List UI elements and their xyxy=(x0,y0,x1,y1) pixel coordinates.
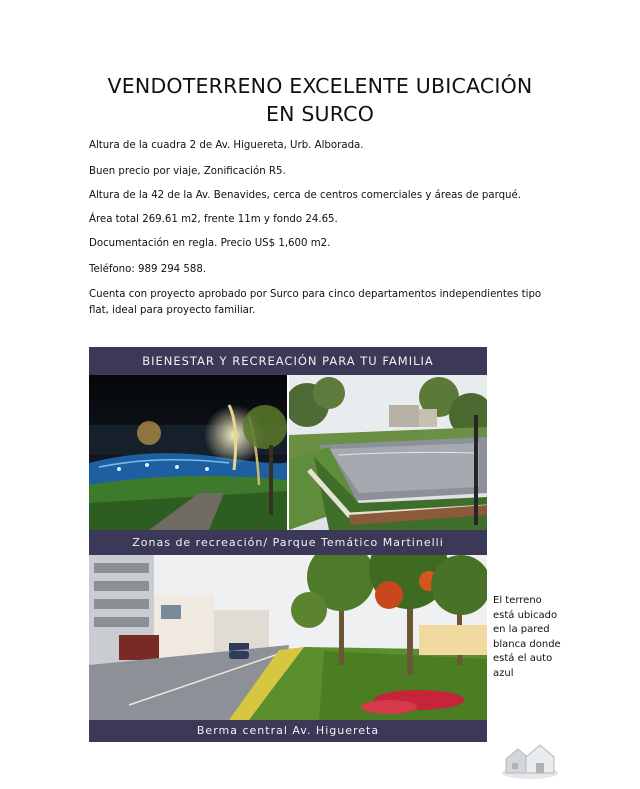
night-park-illustration xyxy=(89,375,287,530)
paragraph-area: Área total 269.61 m2, frente 11m y fondo 24.65. xyxy=(89,214,338,225)
night-park-photo xyxy=(89,375,287,530)
paragraph-phone: Teléfono: 989 294 588. xyxy=(89,264,207,275)
houses-icon xyxy=(500,735,560,780)
avenue-illustration xyxy=(89,555,487,720)
page-title-line-2: EN SURCO xyxy=(265,102,375,126)
collage-header-banner: BIENESTAR Y RECREACIÓN PARA TU FAMILIA xyxy=(89,347,487,375)
caption-bottom-banner: Berma central Av. Higuereta xyxy=(89,720,487,742)
page-title-line-1: VENDOTERRENO EXCELENTE UBICACIÓN xyxy=(107,74,533,98)
lagoon-park-photo xyxy=(289,375,487,530)
paragraph-price-zoning: Buen precio por viaje, Zonificación R5. xyxy=(89,166,286,177)
paragraph-location: Altura de la 42 de la Av. Benavides, cerca de centros comerciales y áreas de parqué. xyxy=(89,190,522,201)
caption-middle-banner: Zonas de recreación/ Parque Temático Martinelli xyxy=(89,530,487,555)
location-side-note: El terreno está ubicado en la pared blanca donde está el auto azul xyxy=(493,595,561,679)
paragraph-documentation: Documentación en regla. Precio US$ 1,600 m2. xyxy=(89,238,331,249)
avenue-photo xyxy=(89,555,487,720)
lagoon-park-illustration xyxy=(289,375,487,530)
paragraph-address: Altura de la cuadra 2 de Av. Higuereta, Urb. Alborada. xyxy=(89,140,364,151)
paragraph-project: Cuenta con proyecto aprobado por Surco para cinco departamentos independientes tipo flat, ideal para proyecto familiar. xyxy=(89,289,542,316)
